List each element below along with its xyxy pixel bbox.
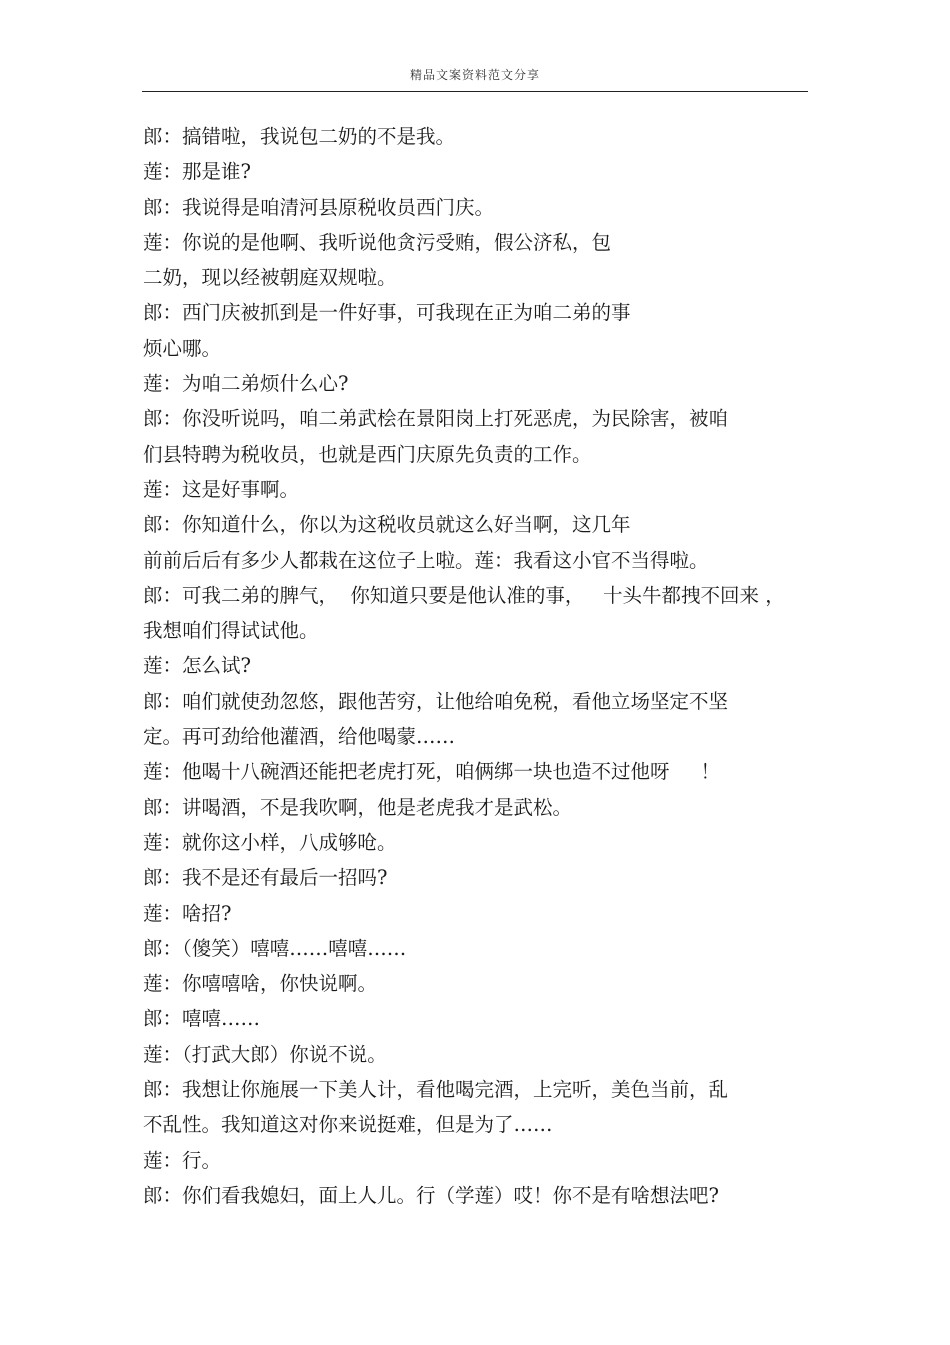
text-line: 郎：西门庆被抓到是一件好事，可我现在正为咱二弟的事	[143, 301, 631, 325]
text-line: 莲：行。	[143, 1148, 222, 1172]
text-line: 莲：他喝十八碗酒还能把老虎打死，咱俩绑一块也造不过他呀 ！	[143, 760, 720, 784]
text-line: 二奶，现以经被朝庭双规啦。	[143, 266, 397, 290]
text-line: 莲：就你这小样，八成够呛。	[143, 830, 397, 854]
text-line: 郎：搞错啦，我说包二奶的不是我。	[143, 125, 456, 148]
text-line: 郎：我不是还有最后一招吗?	[143, 866, 388, 890]
text-line: 郎：你们看我媳妇，面上人儿。行（学莲）哎！你不是有啥想法吧?	[143, 1183, 719, 1207]
text-line: 不乱性。我知道这对你来说挺难，但是为了……	[143, 1113, 553, 1137]
text-line: 郎：你没听说吗，咱二弟武桧在景阳岗上打死恶虎，为民除害，被咱	[143, 407, 729, 431]
header-divider	[142, 91, 808, 92]
text-line: 郎：咱们就使劲忽悠，跟他苦穷，让他给咱免税，看他立场坚定不坚	[143, 689, 729, 713]
text-line: 定。再可劲给他灌酒，给他喝蒙……	[143, 725, 456, 749]
text-line: 莲：那是谁?	[143, 160, 251, 184]
text-line: 莲：啥招?	[143, 901, 232, 925]
text-line: 莲：（打武大郎）你说不说。	[143, 1042, 387, 1066]
text-line: 莲：怎么试?	[143, 654, 251, 678]
text-line: 郎：嘻嘻……	[143, 1007, 261, 1031]
text-line: 郎：你知道什么，你以为这税收员就这么好当啊，这几年	[143, 513, 631, 537]
text-line: 郎：我说得是咱清河县原税收员西门庆。	[143, 195, 495, 219]
text-line: 莲：为咱二弟烦什么心?	[143, 372, 349, 396]
text-line: 烦心哪。	[143, 336, 222, 360]
text-line: 们县特聘为税收员，也就是西门庆原先负责的工作。	[143, 442, 592, 466]
text-line: 莲：你说的是他啊、我听说他贪污受贿，假公济私，包	[143, 230, 612, 254]
text-line: 郎：可我二弟的脾气， 你知道只要是他认准的事， 十头牛都拽不回来 ，	[143, 583, 785, 607]
text-line: 郎：讲喝酒，不是我吹啊，他是老虎我才是武松。	[143, 795, 573, 819]
text-line: 莲：你嘻嘻啥，你快说啊。	[143, 972, 378, 996]
text-line: 郎：（傻笑）嘻嘻……嘻嘻……	[143, 936, 407, 960]
text-line: 前前后后有多少人都栽在这位子上啦。莲：我看这小官不当得啦。	[143, 548, 709, 572]
text-line: 莲：这是好事啊。	[143, 477, 300, 501]
page-header: 精品文案资料范文分享	[409, 68, 540, 82]
text-line: 我想咱们得试试他。	[143, 619, 319, 643]
script-body	[143, 119, 815, 1213]
text-line: 郎：我想让你施展一下美人计，看他喝完酒，上完听，美色当前，乱	[143, 1078, 729, 1102]
